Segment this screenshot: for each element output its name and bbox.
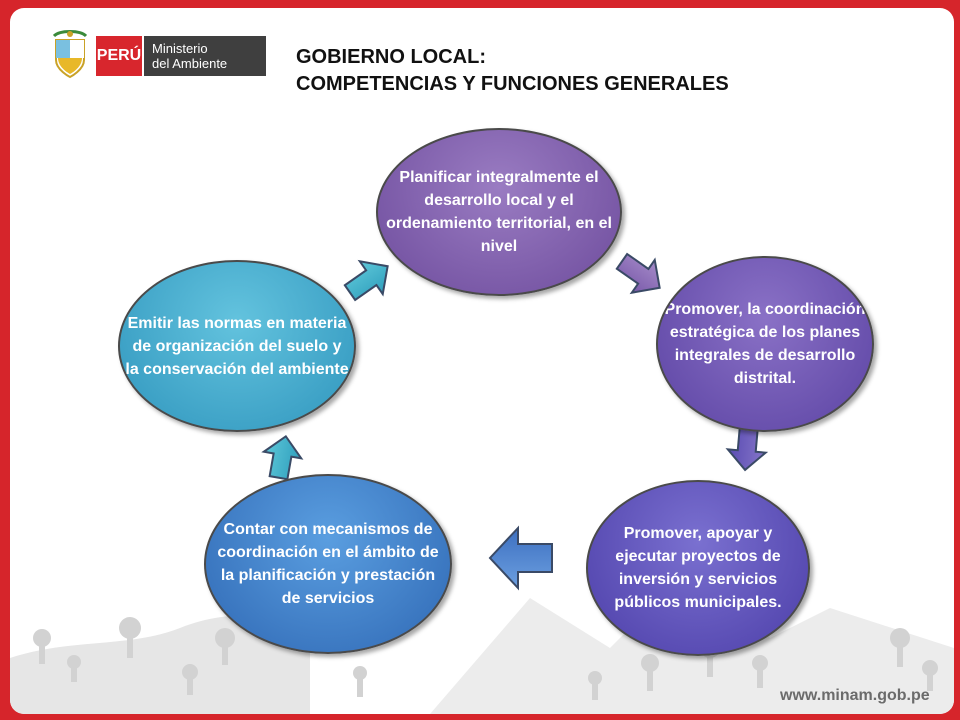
node-emitir [118, 260, 356, 432]
title-line-2: COMPETENCIAS Y FUNCIONES GENERALES [296, 73, 729, 95]
node-planificar [376, 128, 622, 296]
peru-label: PERÚ [96, 36, 142, 76]
node-coordinacion-label: Promover, la coordinación estratégica de los planes integrales de desarrollo distrital. [664, 301, 866, 387]
arrow-contar-to-emitir [260, 433, 305, 481]
node-contar-label: Contar con mecanismos de coordinación en el ámbito de la planificación y prestación de servicios [217, 521, 439, 607]
node-coordinacion [656, 256, 874, 432]
node-proyectos-label: Promover, apoyar y ejecutar proyectos de inversión y servicios públicos municipales. [614, 525, 782, 611]
ministry-line-1: Ministerio [152, 41, 208, 56]
footer-url: www.minam.gob.pe [780, 687, 930, 704]
arrow-proyectos-to-contar [490, 528, 552, 588]
ministry-line-2: del Ambiente [152, 56, 228, 71]
arrow-emitir-to-planificar [339, 250, 400, 309]
node-emitir-label: Emitir las normas en materia de organización del suelo y la conservación del ambiente [125, 314, 349, 378]
slide-panel [10, 8, 954, 714]
title-line-1: GOBIERNO LOCAL: [296, 46, 486, 68]
node-planificar-label: Planificar integralmente el desarrollo local y el ordenamiento territorial, en el nivel [386, 169, 612, 255]
arrow-planificar-to-coordinacion [611, 245, 672, 304]
node-contar [204, 474, 452, 654]
node-proyectos [586, 480, 810, 656]
arrow-coordinacion-to-proyectos [726, 426, 768, 471]
